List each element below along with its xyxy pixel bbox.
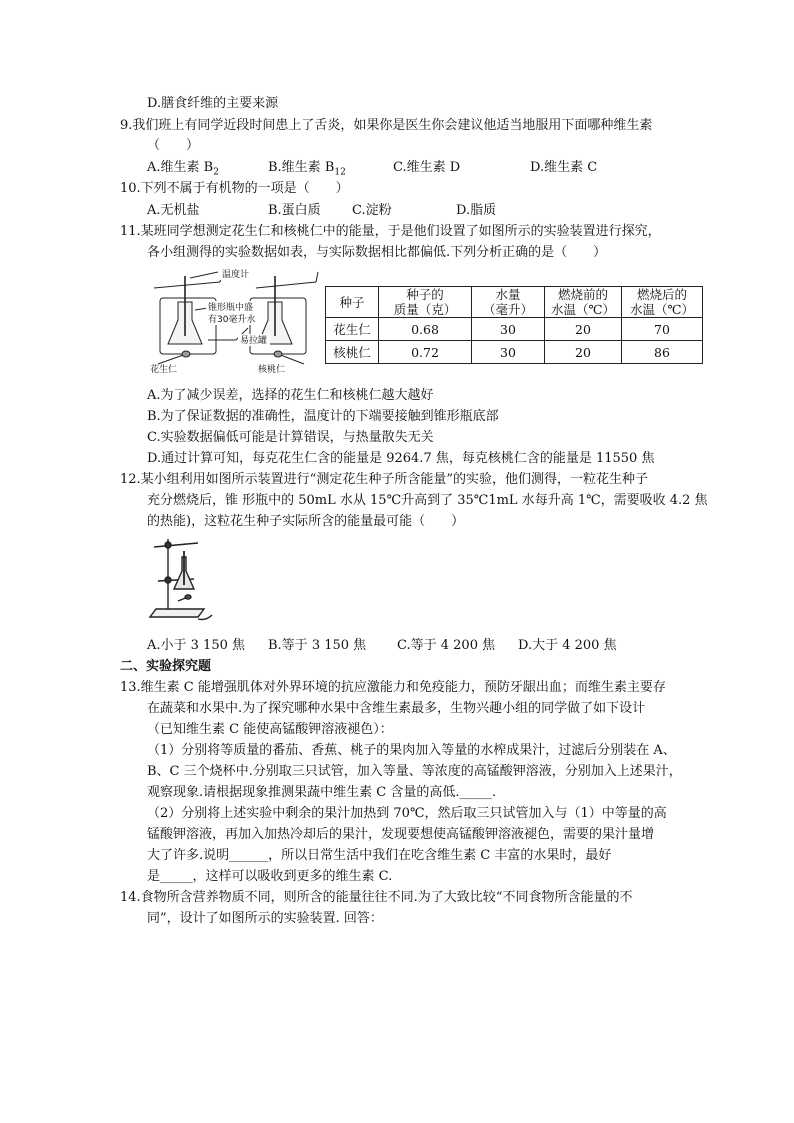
clamp-knob-middle xyxy=(165,577,171,583)
q13-stem-line3: （已知维生素 C 能使高锰酸钾溶液褪色）： xyxy=(147,722,393,737)
q9-option-b: B.维生素 $B_{12}$ xyxy=(268,160,346,178)
q13-part1-line3: 观察现象.请根据现象推测果蔬中维生素 C 含量的高低._____. xyxy=(147,785,497,800)
table-header-cell: 水量 （毫升） xyxy=(472,287,545,318)
label-peanut: 花生仁 xyxy=(150,365,178,374)
left-peanut xyxy=(182,351,190,357)
table-cell: 30 xyxy=(472,318,545,341)
q12-apparatus-figure xyxy=(142,535,222,627)
q11-data-table xyxy=(325,286,703,364)
label-flask-1: 锥形瓶中盛 xyxy=(208,303,254,313)
q10-option-a: A.无机盐 xyxy=(147,203,200,218)
q12-stem-line3: 的热能)，这粒花生种子实际所含的能量最可能（ ） xyxy=(147,514,465,529)
table-header-cell: 燃烧前的 水温（℃） xyxy=(545,287,622,318)
section-heading: 二、实验探究题 xyxy=(120,659,212,674)
table-row xyxy=(326,341,703,364)
q12-option-d: D.大于 4 200 焦 xyxy=(518,638,617,653)
q12-option-c: C.等于 4 200 焦 xyxy=(397,638,496,653)
q11-stem-line2: 各小组测得的实验数据如表，与实际数据相比都偏低.下列分析正确的是（ ） xyxy=(147,245,607,260)
q14-stem-line2: 同”，设计了如图所示的实验装置. 回答： xyxy=(147,911,383,926)
table-header-cell: 燃烧后的 水温（℃） xyxy=(622,287,703,318)
q8-option-d: D.膳食纤维的主要来源 xyxy=(147,96,279,111)
q12-stem-line2: 充分燃烧后，锥 形瓶中的 50mL 水从 15℃升高到了 35℃1mL 水每升高 1℃，需要吸收 4.2 焦 xyxy=(147,493,708,508)
q10-option-b: B.蛋白质 xyxy=(268,203,321,218)
q11-option-b: B.为了保证数据的准确性，温度计的下端要接触到锥形瓶底部 xyxy=(147,409,499,424)
q13-stem-line1: 13.维生素 C 能增强肌体对外界环境的抗应激能力和免疫能力，预防牙龈出血；而维生素主要存 xyxy=(120,680,666,695)
label-walnut: 核桃仁 xyxy=(258,365,286,374)
q13-part2-line1: （2）分别将上述实验中剩余的果汁加热到 70℃，然后取三只试管加入与（1）中等量的高 xyxy=(147,806,667,821)
table-header-cell: 种子 xyxy=(326,287,379,318)
q13-stem-line2: 在蔬菜和水果中.为了探究哪种水果中含维生素最多，生物兴趣小组的同学做了如下设计 xyxy=(147,701,646,716)
left-stand-arm xyxy=(154,282,220,288)
table-cell: 核桃仁 xyxy=(326,341,379,364)
table-cell: 86 xyxy=(622,341,703,364)
thermometer-leader xyxy=(190,272,218,278)
q12-option-a: A.小于 3 150 焦 xyxy=(147,638,246,653)
stand-base xyxy=(150,609,204,617)
q13-part2-line2: 锰酸钾溶液，再加入加热冷却后的果汁，发现要想使高锰酸钾溶液褪色，需要的果汁量增 xyxy=(147,827,655,842)
label-flask-2: 有30毫升水 xyxy=(208,315,256,325)
table-row xyxy=(326,318,703,341)
q10-option-c: C.淀粉 xyxy=(352,203,392,218)
label-thermometer: 温度计 xyxy=(222,270,250,280)
table-cell: 70 xyxy=(622,318,703,341)
peanut xyxy=(185,595,191,599)
label-can: 易拉罐 xyxy=(240,336,268,346)
q12-stem-line1: 12.某小组利用如图所示装置进行“测定花生种子所含能量”的实验，他们测得，一粒花生种子 xyxy=(120,472,648,487)
q11-stem-line1: 11.某班同学想测定花生仁和核桃仁中的能量，于是他们设置了如图所示的实验装置进行探究， xyxy=(120,224,661,239)
q9-option-d: D.维生素 C xyxy=(530,160,598,175)
table-cell: 20 xyxy=(545,341,622,364)
q13-part1-line2: B、C 三个烧杯中.分别取三只试管，加入等量、等浓度的高锰酸钾溶液，分别加入上述果汁， xyxy=(147,764,682,779)
table-cell: 0.72 xyxy=(379,341,472,364)
right-stand-rod xyxy=(316,272,318,282)
handle xyxy=(198,615,212,620)
clamp-arm-top xyxy=(154,543,198,547)
q13-part2-line4: 是_____，这样可以吸收到更多的维生素 C. xyxy=(147,869,393,884)
table-cell: 20 xyxy=(545,318,622,341)
table-header-row xyxy=(326,287,703,318)
right-walnut xyxy=(274,351,282,357)
q10-stem: 10.下列不属于有机物的一项是（ ） xyxy=(120,181,349,196)
q14-stem-line1: 14.食物所含营养物质不同，则所含的能量往往不同.为了大致比较“不同食物所含能量的不 xyxy=(120,890,633,905)
q12-option-b: B.等于 3 150 焦 xyxy=(268,638,367,653)
table-header-cell: 种子的 质量（克） xyxy=(379,287,472,318)
right-stand-arm xyxy=(256,282,316,288)
q9-option-c: C.维生素 D xyxy=(393,160,461,175)
table-cell: 花生仁 xyxy=(326,318,379,341)
q9-option-a: A.维生素 $B_2$ xyxy=(147,160,219,178)
q11-apparatus-figure xyxy=(150,268,322,374)
clamp-knob-top xyxy=(165,542,171,548)
q9-answer-bracket: （ ） xyxy=(147,138,200,153)
q11-option-a: A.为了减少误差，选择的花生仁和核桃仁越大越好 xyxy=(147,388,434,403)
table-cell: 30 xyxy=(472,341,545,364)
q13-part2-line3: 大了许多.说明______，所以日常生活中我们在吃含维生素 C 丰富的水果时，最好 xyxy=(147,848,612,863)
q11-option-d: D.通过计算可知，每克花生仁含的能量是 9264.7 焦，每克核桃仁含的能量是 11550 焦 xyxy=(147,451,655,466)
q9-stem: 9.我们班上有同学近段时间患上了舌炎，如果你是医生你会建议他适当地服用下面哪种维生素 xyxy=(120,118,653,133)
q10-option-d: D.脂质 xyxy=(456,203,497,218)
q13-part1-line1: （1）分别将等质量的番茄、香蕉、桃子的果肉加入等量的水榨成果汁，过滤后分别装在 A、 xyxy=(147,743,676,758)
table-cell: 0.68 xyxy=(379,318,472,341)
q11-option-c: C.实验数据偏低可能是计算错误，与热量散失无关 xyxy=(147,430,434,445)
